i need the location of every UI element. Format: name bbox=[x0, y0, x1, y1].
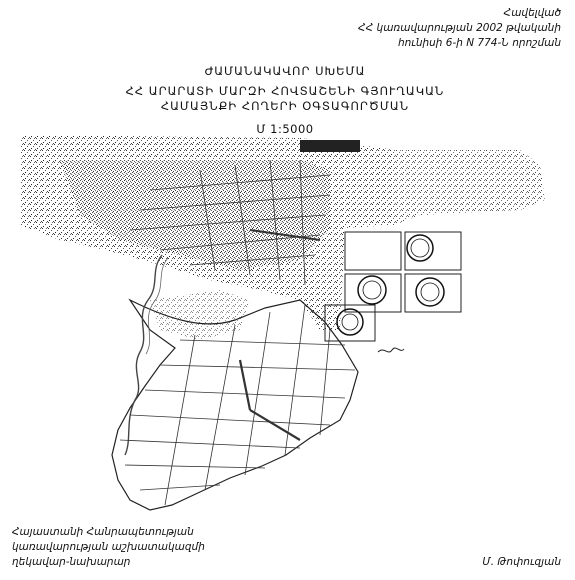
appendix-note bbox=[358, 6, 561, 51]
scheme-subtitle bbox=[60, 84, 510, 114]
appendix-line-3: հունիսի 6-ի N 774-Ն որոշման bbox=[397, 37, 561, 49]
map-noise-area bbox=[20, 135, 545, 340]
signature-left-line-1: Հայաստանի Հանրապետության bbox=[12, 526, 194, 538]
scheme-title: ԺԱՄԱՆԱԿԱՎՈՐ ՍԽԵՄԱ bbox=[204, 64, 366, 78]
signature-block-left bbox=[12, 525, 205, 570]
signature-left-line-2: կառավարության աշխատակազմի bbox=[12, 541, 205, 553]
river-line bbox=[125, 255, 162, 455]
subtitle-line-1: ՀՀ ԱՐԱՐԱՏԻ ՄԱՐԶԻ ՀՈՎՏԱՇԵՆԻ ԳՅՈՒՂԱԿԱՆ bbox=[125, 84, 445, 98]
seal-stamps bbox=[337, 235, 444, 335]
appendix-line-1: Հավելված bbox=[503, 7, 561, 19]
signature-scribble bbox=[378, 348, 404, 352]
subtitle-line-2: ՀԱՄԱՅՆՔԻ ՀՈՂԵՐԻ ՕԳՏԱԳՈՐԾՄԱՆ bbox=[160, 99, 410, 113]
signature-name-right: Մ. Թոփուզյան bbox=[482, 556, 561, 568]
seal-panel bbox=[325, 232, 461, 341]
appendix-line-2: ՀՀ կառավարության 2002 թվականի bbox=[358, 22, 561, 34]
map-scale: Մ 1:5000 bbox=[256, 122, 314, 136]
signature-left-line-3: ղեկավար-նախարար bbox=[12, 556, 131, 568]
